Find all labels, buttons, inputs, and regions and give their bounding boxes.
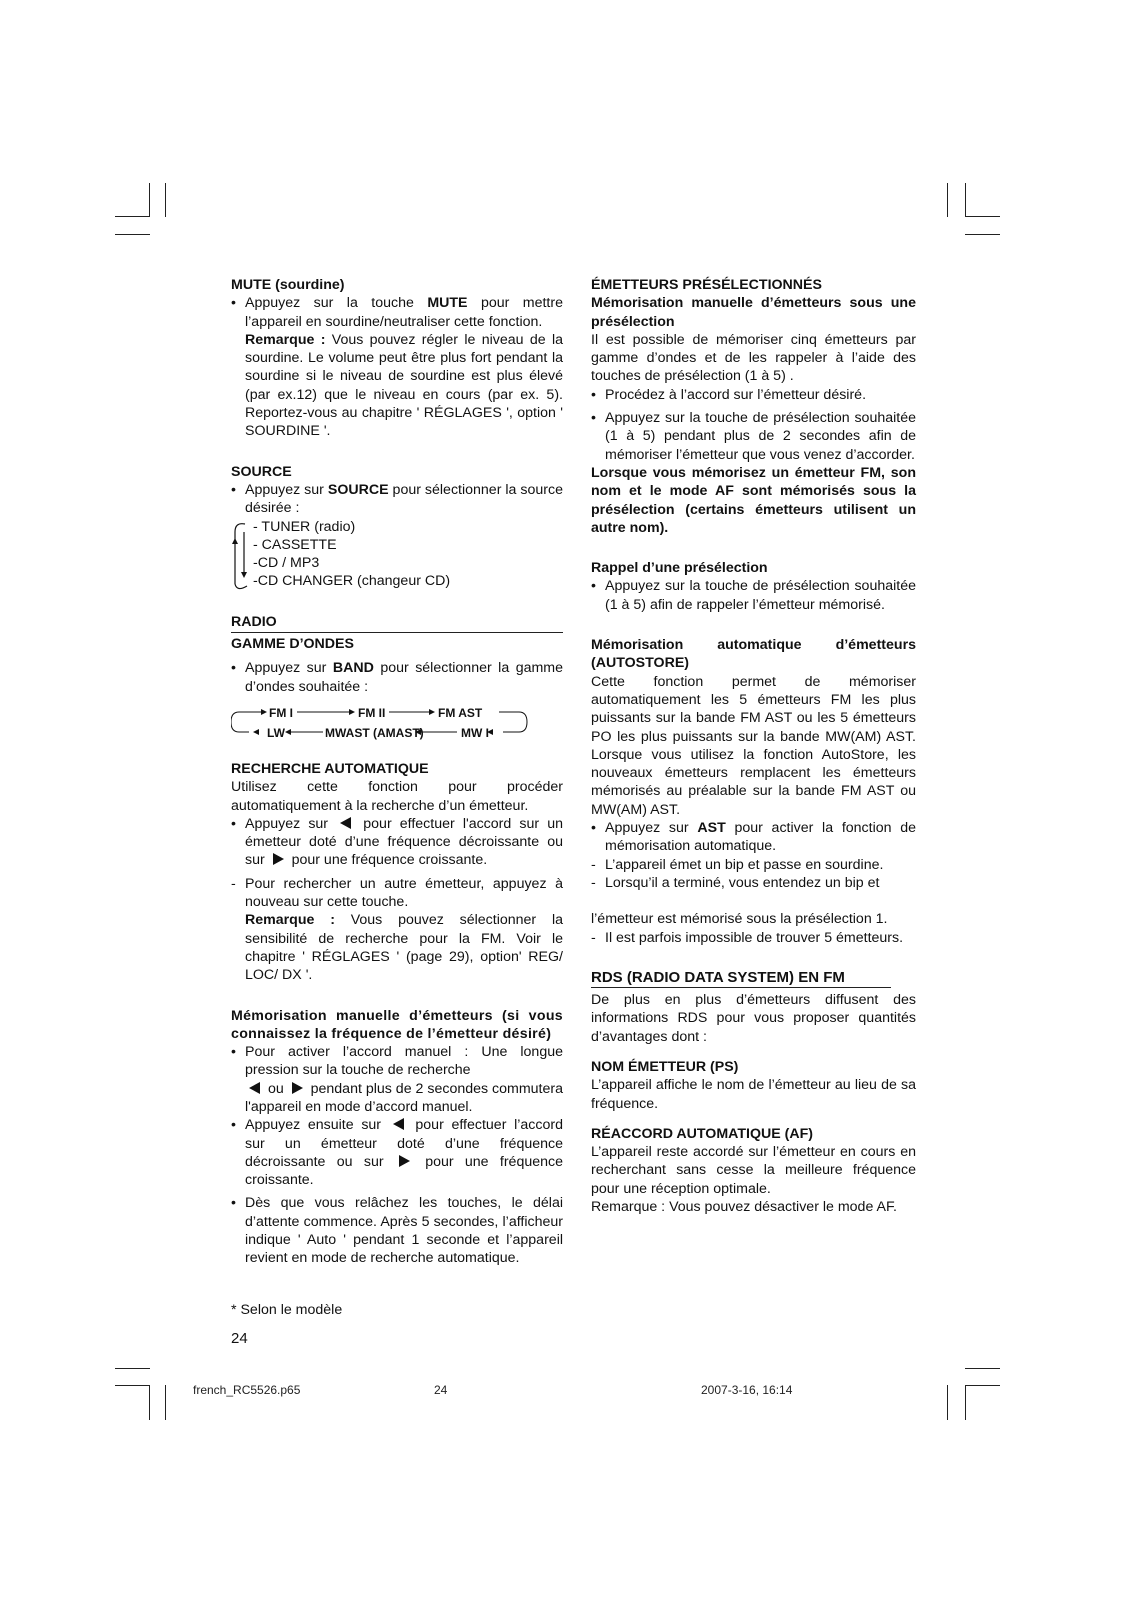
crop-mark — [965, 1368, 1000, 1369]
ps-text: L’appareil affiche le nom de l’émetteur au lieu de sa fréquence. — [591, 1077, 916, 1112]
source-item: -CD / MP3 — [253, 555, 320, 572]
crop-mark — [165, 183, 166, 217]
source-heading: SOURCE — [231, 463, 292, 480]
crop-mark — [965, 1385, 966, 1420]
af-text: L’appareil reste accordé sur l’émetteur en cours en recherchant sans cesse la meilleure fréquence pour une réception optimale. — [591, 1144, 916, 1197]
mute-bullet: • Appuyez sur la touche MUTE pour mettre l’appareil en sourdine/neutraliser cette fonction. Remarque : Vous pouvez régler le niveau de la sourdine. Le volume peut être plus fort pendant la sourdine si le niveau de sourdine est plus élevé (par ex.12) que le niveau en cours (par ex. 5). Reportez-vous au chapitre ' RÉGLAGES ', option ' SOURDINE '. — [231, 295, 564, 440]
source-list — [231, 518, 563, 591]
gamme-heading: GAMME D’ONDES — [231, 636, 354, 653]
rappel-bullet: • Appuyez sur la touche de présélection souhaitée (1 à 5) afin de rappeler l’émetteur mémorisé. — [591, 578, 916, 613]
autostore-dash-2: - Lorsqu’il a terminé, vous entendez un bip et — [591, 874, 880, 891]
seek-up-icon — [273, 853, 284, 865]
recherche-bullet: • Appuyez sur pour effectuer l'accord sur un émetteur doté d’une fréquence décroissante ou sur pour une fréquence croissante. — [231, 815, 563, 869]
mute-heading: MUTE (sourdine) — [231, 277, 345, 293]
manuelle-bullet-3: • Dès que vous relâchez les touches, le délai d’attente commence. Après 5 secondes, l’afficheur indique ' Auto ' pendant 1 seconde et l’appareil revient en mode de recherche automatique. — [231, 1195, 563, 1267]
manuelle-heading: Mémorisation manuelle d’émetteurs (si vous connaissez la fréquence de l’émetteur désiré) — [231, 1007, 563, 1042]
autostore-bullet: • Appuyez sur AST pour activer la fonction de mémorisation automatique. — [591, 820, 917, 855]
crop-mark — [965, 183, 966, 217]
crop-mark — [947, 1385, 948, 1420]
seek-down-icon — [393, 1118, 404, 1130]
crop-mark — [115, 216, 150, 217]
mute-remark-label: Remarque : — [245, 331, 326, 348]
crop-mark — [149, 1385, 150, 1420]
autostore-intro: Cette fonction permet de mémoriser automatiquement les 5 émetteurs FM les plus puissants sur la bande FM AST ou les 5 émetteurs PO les plus puissants sur la bande MW(AM) AST. Lorsque vous utilisez la fonction AutoStore, les nouveaux émetteurs remplacent les émetteurs mémorisés au préalable sur la bande FM AST ou MW(AM) AST. — [591, 673, 916, 818]
source-item: -CD CHANGER (changeur CD) — [253, 573, 451, 590]
autostore-dash-3: - Il est parfois impossible de trouver 5 émetteurs. — [591, 929, 904, 946]
band-lw: LW — [267, 725, 285, 740]
ps-heading: NOM ÉMETTEUR (PS) — [591, 1058, 739, 1075]
autostore-dash-1: - L’appareil émet un bip et passe en sourdine. — [591, 856, 884, 873]
band-mwast: MWAST (AMAST) — [325, 725, 424, 740]
radio-heading: RADIO — [231, 613, 563, 633]
emetteurs-subheading: Mémorisation manuelle d’émetteurs sous une présélection — [591, 295, 916, 330]
footer-page: 24 — [434, 1383, 448, 1397]
recherche-heading: RECHERCHE AUTOMATIQUE — [231, 760, 429, 777]
crop-mark — [965, 1385, 1000, 1386]
recherche-remark-label: Remarque : — [245, 912, 335, 929]
emetteurs-bold-note: Lorsque vous mémorisez un émetteur FM, son nom et le mode AF sont mémorisés sous la présélection (certains émetteurs utilisent un autre nom). — [591, 464, 916, 536]
af-note: Remarque : Vous pouvez désactiver le mode AF. — [591, 1199, 897, 1216]
footer-file: french_RC5526.p65 — [193, 1383, 301, 1397]
rds-heading: RDS (RADIO DATA SYSTEM) EN FM — [591, 969, 891, 988]
right-column — [591, 276, 916, 1216]
emetteurs-intro: Il est possible de mémoriser cinq émetteurs par gamme d’ondes et de les rappeler à l’aide des touches de présélection (1 à 5) . — [591, 331, 916, 385]
seek-down-icon — [249, 1082, 260, 1094]
emetteurs-bullet-1: • Procédez à l’accord sur l’émetteur désiré. — [591, 386, 867, 403]
band-fmast: FM AST — [438, 705, 483, 720]
af-heading: RÉACCORD AUTOMATIQUE (AF) — [591, 1125, 813, 1142]
left-column — [231, 276, 563, 1268]
seek-up-icon — [399, 1155, 410, 1167]
recherche-intro: Utilisez cette fonction pour procéder automatiquement à la recherche d’un émetteur. — [231, 779, 563, 814]
band-fm2: FM II — [358, 705, 386, 720]
autostore-heading: Mémorisation automatique d’émetteurs (AUTOSTORE) — [591, 637, 916, 672]
recherche-dash: - Pour rechercher un autre émetteur, appuyez à nouveau sur cette touche. Remarque : Vous pouvez sélectionner la sensibilité de recherche pour la FM. Voir le chapitre ' RÉGLAGES ' (page 29), option' REG/ LOC/ DX '. — [231, 875, 563, 984]
band-fm1: FM I — [269, 705, 293, 720]
crop-mark — [965, 216, 1000, 217]
emetteurs-heading: ÉMETTEURS PRÉSÉLECTIONNÉS — [591, 277, 822, 293]
source-item: - CASSETTE — [253, 536, 337, 553]
model-note: * Selon le modèle — [231, 1302, 343, 1318]
source-bullet: • Appuyez sur SOURCE pour sélectionner la source désirée : — [231, 481, 563, 517]
autostore-cont: l’émetteur est mémorisé sous la présélection 1. — [591, 911, 888, 928]
source-item: - TUNER (radio) — [253, 518, 356, 535]
seek-up-icon — [292, 1082, 303, 1094]
band-bullet: • Appuyez sur BAND pour sélectionner la gamme d’ondes souhaitée : — [231, 660, 563, 695]
rds-intro: De plus en plus d’émetteurs diffusent des informations RDS pour vous proposer quantités d’avantages dont : — [591, 992, 916, 1045]
crop-mark — [947, 183, 948, 217]
crop-mark — [115, 234, 150, 235]
manuelle-bullet-1: • Pour activer l’accord manuel : Une longue pression sur la touche de recherche ou pendant plus de 2 secondes commutera l'appareil en mode d’accord manuel. — [231, 1044, 563, 1115]
crop-mark — [149, 183, 150, 217]
crop-mark — [965, 234, 1000, 235]
page-number: 24 — [231, 1330, 248, 1347]
crop-mark — [165, 1385, 166, 1420]
crop-mark — [115, 1368, 150, 1369]
cycle-arrow-icon — [231, 518, 251, 592]
seek-down-icon — [340, 817, 351, 829]
band-diagram — [231, 702, 563, 742]
rappel-heading: Rappel d’une présélection — [591, 560, 768, 577]
band-mw1: MW I — [461, 725, 489, 740]
manuelle-bullet-2: • Appuyez ensuite sur pour effectuer l’accord sur un émetteur doté d’une fréquence décroissante ou sur pour une fréquence croissante. — [231, 1117, 563, 1189]
emetteurs-bullet-2: • Appuyez sur la touche de présélection souhaitée (1 à 5) pendant plus de 2 secondes afin de mémoriser l’émetteur que vous venez d’accorder. — [591, 410, 916, 463]
crop-mark — [115, 1385, 150, 1386]
footer-datetime: 2007-3-16, 16:14 — [701, 1383, 793, 1397]
